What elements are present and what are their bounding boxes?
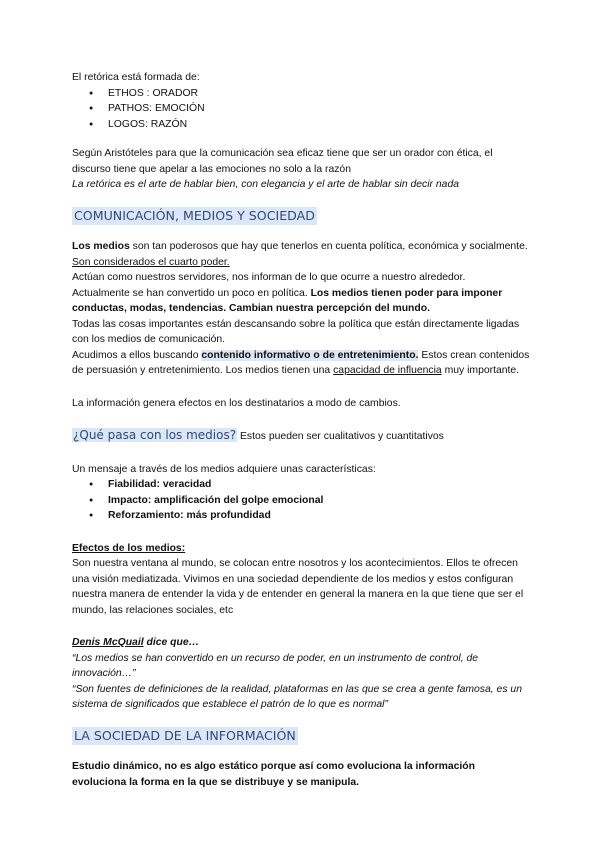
question-heading: ¿Qué pasa con los medios?: [73, 428, 237, 442]
important-things-paragraph: Todas las cosas importantes están descansando sobre la política que están directamente ligadas con los medios de comunicación.: [72, 318, 520, 345]
information-effects: La información genera efectos en los destinatarios a modo de cambios.: [72, 397, 401, 409]
list-item: ● Fiabilidad: veracidad: [72, 477, 532, 493]
text-span: Estos pueden ser cualitativos y cuantitativos: [237, 431, 444, 442]
question-paragraph: [72, 428, 532, 445]
text-span: Estos crean contenidos de persuasión y entretenimiento. Los medios tienen una: [72, 349, 530, 376]
rhetoric-intro: El retórica está formada de:: [72, 72, 200, 83]
list-item: ● LOGOS: RAZÓN: [72, 117, 532, 133]
list-item: ● ETHOS : ORADOR: [72, 86, 532, 102]
aristotle-paragraph: Según Aristóteles para que la comunicación sea eficaz tiene que ser un orador con ética, el discurso tiene que apelar a las emociones no solo a la razón: [72, 148, 493, 175]
list-item: ● PATHOS: EMOCIÓN: [72, 101, 532, 117]
servants-paragraph: Actúan como nuestros servidores, nos informan de lo que ocurre a nuestro alrededor.: [72, 272, 466, 283]
quote-1: “Los medios se han convertido en un recurso de poder, en un instrumento de control, de innovación…”: [72, 652, 479, 679]
media-power-paragraph: [72, 239, 532, 270]
text-span: dice que…: [143, 637, 200, 648]
author-line: [72, 635, 532, 651]
underlined-text: Son considerados el cuarto poder.: [72, 256, 230, 268]
list-item: ● Impacto: amplificación del golpe emocional: [72, 493, 532, 509]
characteristics-list: [72, 477, 532, 524]
effects-text: Son nuestra ventana al mundo, se colocan entre nosotros y los acontecimientos. Ellos te ofrecen una visión mediatizada. Vivimos en una sociedad dependiente de los medios y estos configuran nuestra manera de entender la vida y de entender en general la manera en la que tiene que ser el mundo, las relaciones sociales, etc: [72, 558, 524, 616]
section-heading-information-society: LA SOCIEDAD DE LA INFORMACIÓN: [74, 727, 296, 743]
author-name: Denis McQuail: [72, 637, 144, 648]
text-span: son tan poderosos que hay que tenerlos en cuenta política, económica y socialmente.: [129, 241, 528, 252]
bold-text: Los medios tienen poder para imponer conductas, modas, tendencias. Cambian nuestra percepción del mundo.: [72, 287, 503, 314]
message-intro: Un mensaje a través de los medios adquiere unas características:: [72, 463, 376, 475]
rhetoric-definition: La retórica es el arte de hablar bien, con elegancia y el arte de hablar sin decir nada: [72, 179, 460, 190]
list-item: ● Reforzamiento: más profundidad: [72, 508, 532, 524]
text-span: Actualmente se han convertido un poco en política.: [72, 287, 311, 299]
quote-2: “Son fuentes de definiciones de la realidad, plataformas en las que se crea a gente famosa, es un sistema de significados que establece el patrón de lo que es normal”: [72, 683, 522, 710]
section-heading-communication: COMUNICACIÓN, MEDIOS Y SOCIEDAD: [74, 207, 315, 223]
rhetoric-list: [72, 86, 532, 133]
text-span: muy importante.: [441, 365, 520, 376]
text-span: Acudimos a ellos buscando: [72, 349, 202, 361]
politics-paragraph: [72, 286, 532, 317]
bold-text: Los medios: [72, 241, 130, 252]
underlined-text: capacidad de influencia: [333, 365, 442, 376]
highlighted-text: contenido informativo o de entretenimiento.: [201, 349, 419, 361]
document-body: [72, 70, 532, 790]
dynamic-study-paragraph: Estudio dinámico, no es algo estático porque así como evoluciona la información evoluciona la forma en la que se distribuye y se manipula.: [72, 761, 476, 788]
effects-title: Efectos de los medios:: [72, 542, 186, 554]
content-paragraph: [72, 348, 532, 379]
